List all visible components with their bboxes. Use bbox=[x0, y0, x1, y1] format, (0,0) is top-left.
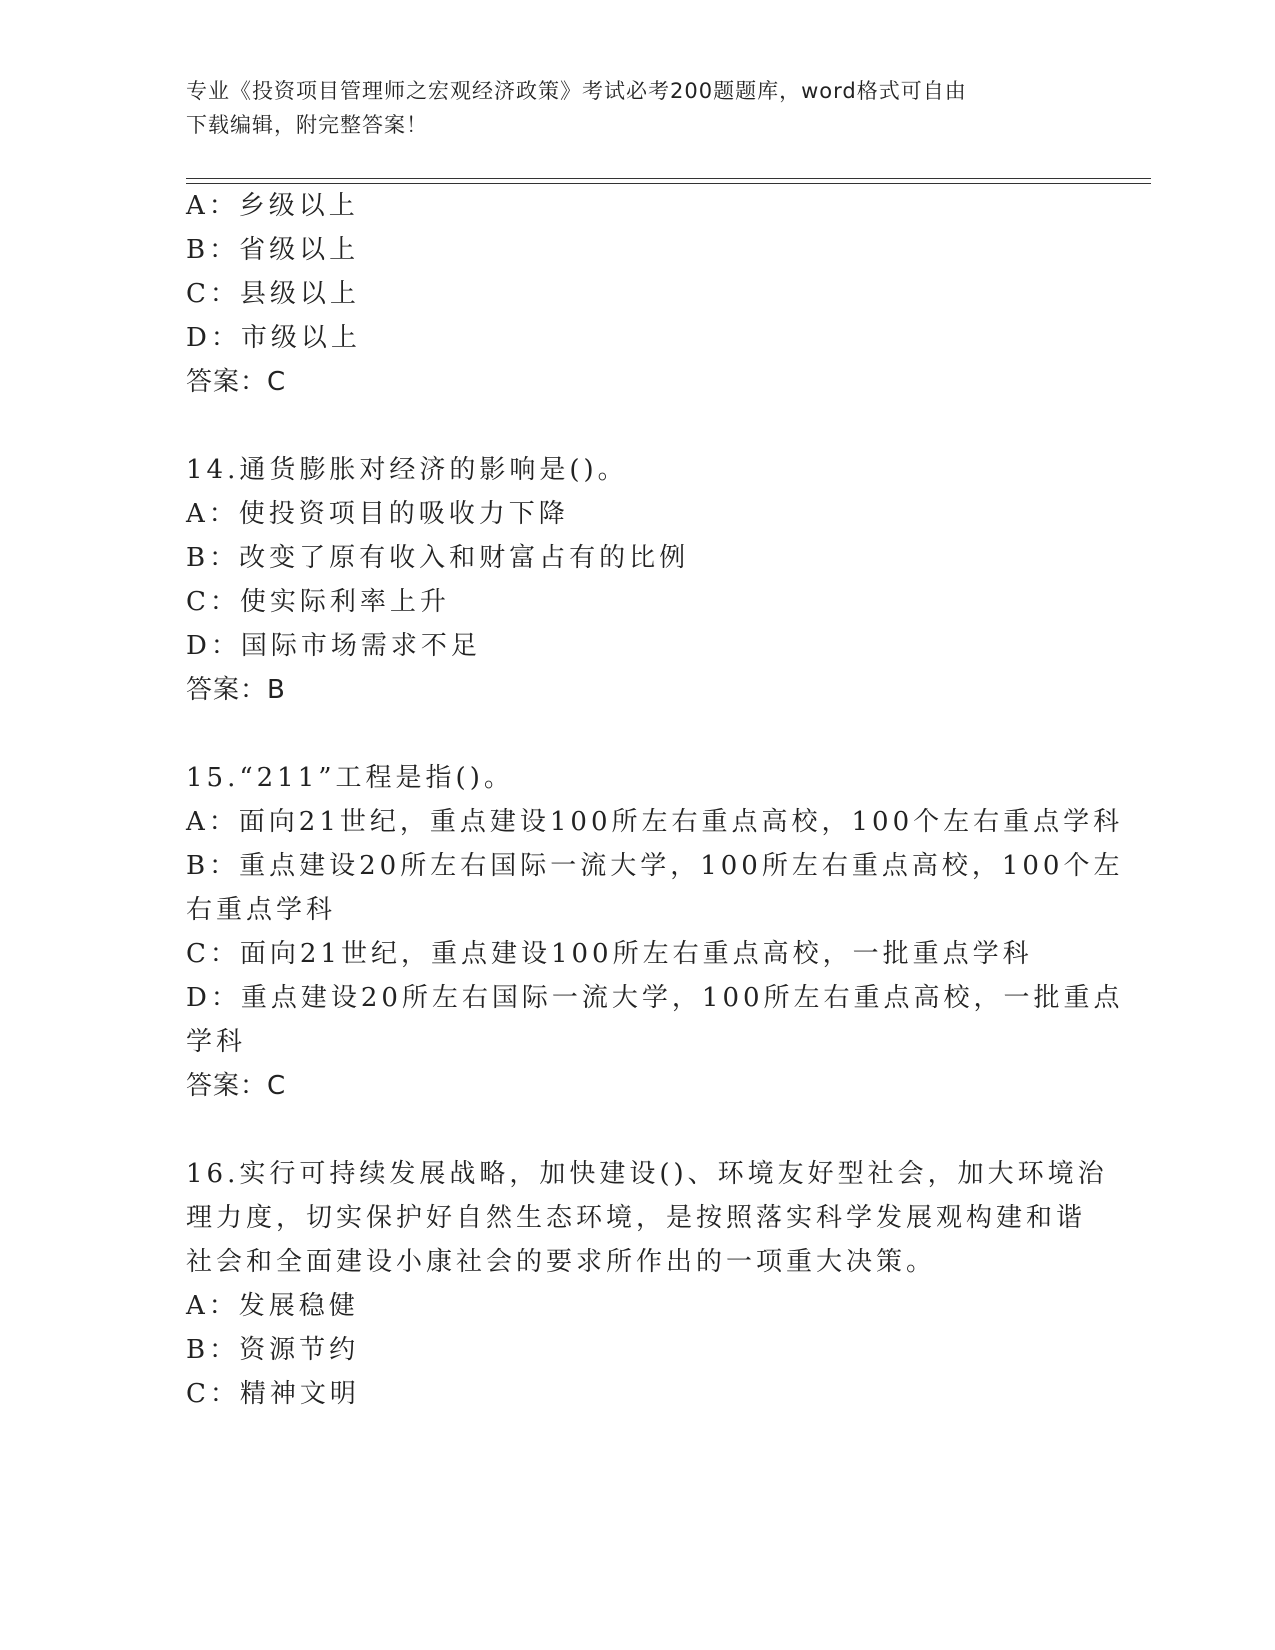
q14-option-a: A：使投资项目的吸收力下降 bbox=[186, 499, 569, 529]
document-header bbox=[186, 74, 1066, 142]
header-line-2: 下载编辑，附完整答案！ bbox=[186, 113, 428, 137]
q15-answer: 答案：C bbox=[186, 1071, 287, 1101]
q16-stem-line-3: 社会和全面建设小康社会的要求所作出的一项重大决策。 bbox=[186, 1247, 937, 1277]
q13-option-a: A：乡级以上 bbox=[186, 191, 359, 221]
q14-stem: 14.通货膨胀对经济的影响是()。 bbox=[186, 455, 628, 485]
q16-stem-line-2: 理力度，切实保护好自然生态环境，是按照落实科学发展观构建和谐 bbox=[186, 1203, 1087, 1233]
q16-stem-line-1: 16.实行可持续发展战略，加快建设()、环境友好型社会，加大环境治 bbox=[186, 1159, 1108, 1189]
q13-answer: 答案：C bbox=[186, 367, 287, 397]
header-divider-top bbox=[186, 178, 1151, 179]
q16-option-b: B：资源节约 bbox=[186, 1335, 360, 1365]
q14-option-b: B：改变了原有收入和财富占有的比例 bbox=[186, 543, 690, 573]
q14-option-d: D：国际市场需求不足 bbox=[186, 631, 481, 661]
q13-option-d: D：市级以上 bbox=[186, 323, 361, 353]
header-divider-bottom bbox=[186, 183, 1151, 184]
q13-option-c: C：县级以上 bbox=[186, 279, 360, 309]
q13-option-b: B：省级以上 bbox=[186, 235, 360, 265]
q15-option-b-line-2: 右重点学科 bbox=[186, 895, 337, 925]
q16-option-c: C：精神文明 bbox=[186, 1379, 360, 1409]
header-line-1: 专业《投资项目管理师之宏观经济政策》考试必考200题题库，word格式可自由 bbox=[186, 79, 967, 103]
q14-answer: 答案：B bbox=[186, 675, 286, 705]
q16-option-a: A：发展稳健 bbox=[186, 1291, 359, 1321]
q15-stem: 15.“211”工程是指()。 bbox=[186, 763, 514, 793]
q15-option-d-line-1: D：重点建设20所左右国际一流大学，100所左右重点高校，一批重点 bbox=[186, 983, 1124, 1013]
q15-option-d-line-2: 学科 bbox=[186, 1027, 247, 1057]
q15-option-a: A：面向21世纪，重点建设100所左右重点高校，100个左右重点学科 bbox=[186, 807, 1124, 837]
q14-option-c: C：使实际利率上升 bbox=[186, 587, 450, 617]
q15-option-c: C：面向21世纪，重点建设100所左右重点高校，一批重点学科 bbox=[186, 939, 1033, 969]
q15-option-b-line-1: B：重点建设20所左右国际一流大学，100所左右重点高校，100个左 bbox=[186, 851, 1124, 881]
